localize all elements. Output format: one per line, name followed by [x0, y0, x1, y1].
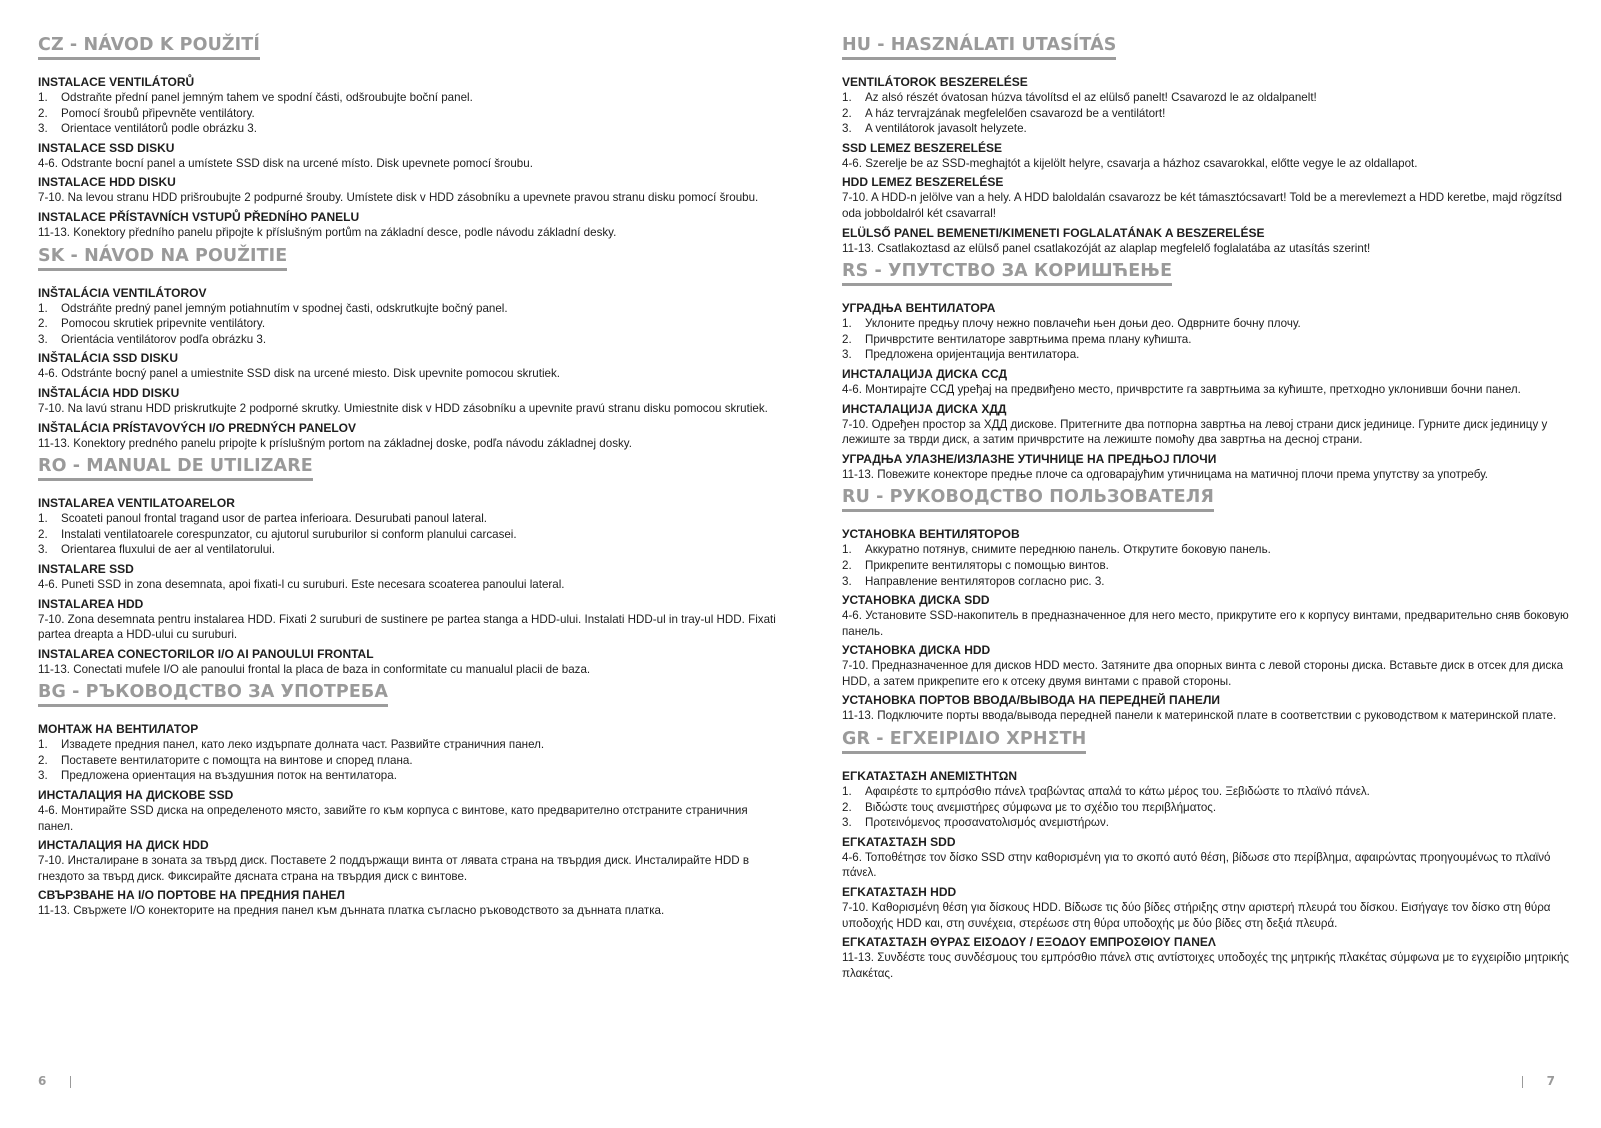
- step-text: Orientarea fluxului de aer al ventilatorului.: [61, 543, 275, 557]
- instruction-block: [38, 75, 776, 137]
- step-number: 3.: [842, 348, 852, 362]
- instruction-heading: ИНСТАЛАЦИЈА ДИСКА ХДД: [842, 401, 1007, 416]
- instruction-body: [38, 737, 776, 784]
- instruction-body: [38, 225, 776, 241]
- instruction-block: [842, 693, 1580, 724]
- step-text: Instalati ventilatoarele corespunzator, cu ajutorul suruburilor si conform planului carcasei.: [61, 527, 517, 541]
- instruction-heading: SSD LEMEZ BESZERELÉSE: [842, 140, 1003, 155]
- step-text: Аккуратно потянув, снимите переднюю панель. Открутите боковую панель.: [865, 543, 1271, 557]
- instruction-heading: ELÜLSŐ PANEL BEMENETI/KIMENETI FOGLALATÁNAK A BESZERELÉSE: [842, 225, 1265, 240]
- instruction-body: [842, 467, 1580, 483]
- step-number: 3.: [38, 543, 48, 557]
- instruction-body: [842, 542, 1580, 589]
- instruction-block: [842, 367, 1580, 398]
- page-right-column: [842, 30, 1580, 981]
- language-section: [38, 30, 776, 241]
- step-text: Scoateti panoul frontal tragand usor de partea inferioara. Desurubati panoul lateral.: [61, 512, 488, 526]
- step-text: Прикрепите вентиляторы с помощью винтов.: [865, 558, 1109, 572]
- section-title: HU - HASZNÁLATI UTASÍTÁS: [842, 35, 1116, 60]
- instruction-heading: INSTALACE HDD DISKU: [38, 175, 176, 190]
- step-item: [38, 90, 776, 106]
- step-list: [38, 301, 776, 348]
- instruction-body: [842, 417, 1580, 448]
- instruction-heading: УСТАНОВКА ПОРТОВ ВВОДА/ВЫВОДА НА ПЕРЕДНЕЙ ПАНЕЛИ: [842, 693, 1220, 708]
- step-item: [842, 784, 1580, 800]
- step-text: Поставете вентилаторите с помощта на винтове и според плана.: [61, 753, 413, 767]
- step-number: 1.: [842, 543, 852, 557]
- step-item: [38, 768, 776, 784]
- instruction-block: [842, 402, 1580, 448]
- instruction-heading: INŠTALÁCIA HDD DISKU: [38, 385, 180, 400]
- step-number: 1.: [842, 785, 852, 799]
- step-text: Προτεινόμενος προσανατολισμός ανεμιστήρων.: [865, 816, 1110, 830]
- step-item: [842, 106, 1580, 122]
- instruction-body: [842, 241, 1580, 257]
- step-text: A ventilátorok javasolt helyzete.: [865, 122, 1027, 136]
- instruction-body: [38, 577, 776, 593]
- instruction-body: [38, 903, 776, 919]
- instruction-block: [38, 647, 776, 678]
- instruction-body: [842, 708, 1580, 724]
- page-footer-left: [38, 1074, 71, 1088]
- instruction-text: 4-6. Монтирайте SSD диска на определеното място, завийте го към корпуса с винтове, като предварително отстраните страничния панел.: [38, 804, 748, 833]
- instruction-body: [842, 316, 1580, 363]
- instruction-text: 11-13. Подключите порты ввода/вывода передней панели к материнской плате в соответствии с руководством к материнской плате.: [842, 709, 1557, 723]
- instruction-text: 4-6. Odstránte bocný panel a umiestnite SSD disk na urcené miesto. Disk upevnite pomocou skrutiek.: [38, 367, 560, 381]
- instruction-heading: ΕΓΚΑΤΑΣΤΑΣΗ ΑΝΕΜΙΣΤΗΤΩΝ: [842, 769, 1017, 784]
- instruction-body: [38, 511, 776, 558]
- instruction-block: [842, 885, 1580, 931]
- step-number: 3.: [38, 122, 48, 136]
- step-number: 1.: [38, 91, 48, 104]
- instruction-heading: ΕΓΚΑΤΑΣΤΑΣΗ ΘΥΡΑΣ ΕΙΣΟΔΟΥ / ΕΞΟΔΟΥ ΕΜΠΡΟΣΘΙΟΥ ΠΑΝΕΛ: [842, 935, 1216, 950]
- step-number: 1.: [842, 317, 852, 331]
- instruction-heading: ИНСТАЛАЦИЯ НА ДИСК HDD: [38, 838, 209, 853]
- instruction-block: [842, 593, 1580, 639]
- step-number: 2.: [38, 753, 48, 767]
- instruction-block: [842, 175, 1580, 221]
- instruction-text: 4-6. Odstrante bocní panel a umístete SSD disk na urcené místo. Disk upevnete pomocí šroubu.: [38, 156, 533, 170]
- instruction-heading: УГРАДЊА ВЕНТИЛАТОРА: [842, 301, 996, 316]
- instruction-block: [842, 935, 1580, 981]
- step-number: 3.: [38, 332, 48, 346]
- section-title: CZ - NÁVOD K POUŽITÍ: [38, 35, 260, 60]
- instruction-text: 7-10. Na levou stranu HDD prišroubujte 2 podpurné šrouby. Umístete disk v HDD zásobníku a upevnete pravou stranu disku pomocí šroubu.: [38, 191, 759, 205]
- step-number: 1.: [842, 91, 852, 104]
- instruction-text: 4-6. Szerelje be az SSD-meghajtót a kijelölt helyre, csavarja a házhoz csavarokkal, előtte vegye le az oldallapot.: [842, 156, 1418, 170]
- language-section: [842, 30, 1580, 256]
- step-item: [38, 106, 776, 122]
- page-footer-right: [1522, 1074, 1555, 1088]
- instruction-text: 7-10. Καθορισμένη θέση για δίσκους HDD. Βίδωσε τις δύο βίδες στήριξης στην αριστερή πλευρά του δίσκου. Εισήγαγε τον δίσκο στη θύρα υποδοχής HDD και, στη συνέχεια, στερέωσε στη θύρα υποδοχής με δύο βίδες στη δεξιά πλευρά.: [842, 901, 1551, 930]
- instruction-block: [38, 421, 776, 452]
- instruction-body: [38, 156, 776, 172]
- page-left-column: [38, 30, 776, 919]
- step-text: Βιδώστε τους ανεμιστήρες σύμφωνα με το σχέδιο του περιβλήματος.: [865, 800, 1217, 814]
- instruction-text: 7-10. Инсталиране в зоната за твърд диск. Поставете 2 поддържащи винта от лявата страна на твърдия диск. Инсталирайте HDD в гнездото за твърд диск. Фиксирайте дясната страна на твърдия диск с винтове.: [38, 854, 749, 883]
- instruction-heading: HDD LEMEZ BESZERELÉSE: [842, 175, 1004, 190]
- language-section: [38, 677, 776, 919]
- step-text: Pomocí šroubů připevněte ventilátory.: [61, 106, 255, 120]
- instruction-text: 11-13. Csatlakoztasd az elülső panel csatlakozóját az alaplap megfelelő foglalatába az utasítás szerint!: [842, 241, 1371, 255]
- instruction-heading: ΕΓΚΑΤΑΣΤΑΣΗ HDD: [842, 885, 957, 900]
- step-number: 2.: [38, 527, 48, 541]
- step-list: [38, 737, 776, 784]
- instruction-body: [842, 658, 1580, 689]
- step-item: [38, 332, 776, 348]
- instruction-heading: INSTALAREA HDD: [38, 596, 144, 611]
- instruction-heading: ΕΓΚΑΤΑΣΤΑΣΗ SDD: [842, 834, 956, 849]
- instruction-body: [842, 608, 1580, 639]
- step-list: [38, 511, 776, 558]
- section-title: GR - ΕΓΧΕΙΡΙΔΙΟ ΧΡΗΣΤΗ: [842, 729, 1086, 754]
- instruction-heading: УСТАНОВКА ВЕНТИЛЯТОРОВ: [842, 527, 1020, 542]
- instruction-block: [38, 888, 776, 919]
- step-number: 3.: [842, 122, 852, 136]
- instruction-heading: ИНСТАЛАЦИЯ НА ДИСКОВЕ SSD: [38, 788, 234, 803]
- language-section: [842, 482, 1580, 724]
- instruction-body: [38, 853, 776, 884]
- step-text: Az alsó részét óvatosan húzva távolítsd el az elülső panelt! Csavarozd le az oldalpanelt!: [865, 91, 1317, 104]
- instruction-block: [38, 351, 776, 382]
- step-text: Orientácia ventilátorov podľa obrázku 3.: [61, 332, 267, 346]
- instruction-heading: УСТАНОВКА ДИСКА HDD: [842, 643, 991, 658]
- step-text: Odstraňte přední panel jemným tahem ve spodní části, odšroubujte boční panel.: [61, 91, 473, 104]
- step-list: [842, 784, 1580, 831]
- instruction-block: [38, 386, 776, 417]
- language-section: [38, 451, 776, 677]
- instruction-text: 7-10. Предназначенное для дисков HDD место. Затяните два опорных винта с левой стороны диска. Вставьте диск в отсек для диска HDD, а затем прикрепите его к отсеку двумя винтами с правой стороны.: [842, 659, 1564, 688]
- instruction-heading: СВЪРЗВАНЕ НА I/O ПОРТОВЕ НА ПРЕДНИЯ ПАНЕЛ: [38, 888, 345, 903]
- step-item: [842, 558, 1580, 574]
- instruction-heading: ИНСТАЛАЦИЈА ДИСКА ССД: [842, 366, 1008, 381]
- instruction-heading: INSTALARE SSD: [38, 561, 134, 576]
- instruction-block: [842, 75, 1580, 137]
- section-title: RO - MANUAL DE UTILIZARE: [38, 456, 313, 481]
- instruction-block: [842, 301, 1580, 363]
- step-item: [842, 542, 1580, 558]
- instruction-text: 4-6. Монтирајте ССД уређај на предвиђено место, причврстите га завртњима за кућиште, претходно уклонивши бочни панел.: [842, 382, 1521, 396]
- instruction-block: [842, 141, 1580, 172]
- step-list: [842, 542, 1580, 589]
- instruction-heading: INSTALACE VENTILÁTORŮ: [38, 75, 195, 89]
- instruction-block: [842, 769, 1580, 831]
- instruction-block: [38, 286, 776, 348]
- language-section: [38, 241, 776, 452]
- step-text: Предложена ориентация на въздушния поток на вентилатора.: [61, 769, 397, 783]
- instruction-body: [842, 950, 1580, 981]
- step-item: [38, 753, 776, 769]
- step-text: A ház tervrajzának megfelelően csavarozd be a ventilátort!: [865, 106, 1166, 120]
- instruction-body: [842, 850, 1580, 881]
- instruction-heading: INSTALAREA VENTILATOARELOR: [38, 496, 235, 511]
- section-title: SK - NÁVOD NA POUŽITIE: [38, 246, 287, 271]
- instruction-block: [38, 175, 776, 206]
- instruction-text: 4-6. Τοποθέτησε τον δίσκο SSD στην καθορισμένη για το σκοπό αυτό θέση, βίδωσε στο περίβλημα, αφαιρώντας προηγουμένως το πλαϊνό πάνελ.: [842, 850, 1551, 880]
- instruction-body: [38, 436, 776, 452]
- step-item: [842, 800, 1580, 816]
- instruction-text: 11-13. Konektory předního panelu připojte k příslušným portům na základní desce, podle návodu základní desky.: [38, 225, 617, 239]
- step-list: [842, 316, 1580, 363]
- page-number-right: 7: [1546, 1074, 1555, 1088]
- step-text: Αφαιρέστε το εμπρόσθιο πάνελ τραβώντας απαλά το κάτω μέρος του. Ξεβιδώστε το πλαϊνό πάνελ.: [865, 785, 1370, 799]
- instruction-body: [842, 190, 1580, 221]
- language-section: [842, 724, 1580, 981]
- instruction-block: [38, 496, 776, 558]
- step-item: [842, 90, 1580, 106]
- step-list: [38, 90, 776, 137]
- instruction-heading: INŠTALÁCIA SSD DISKU: [38, 351, 179, 366]
- instruction-body: [38, 90, 776, 137]
- instruction-body: [842, 382, 1580, 398]
- section-title: RS - УПУТСТВО ЗА КОРИШЋЕЊЕ: [842, 261, 1172, 286]
- step-number: 3.: [842, 816, 852, 830]
- step-text: Причврстите вентилаторе завртњима према плану кућишта.: [865, 332, 1192, 346]
- footer-divider: [70, 1076, 71, 1088]
- instruction-block: [38, 210, 776, 241]
- instruction-body: [38, 301, 776, 348]
- instruction-body: [38, 190, 776, 206]
- step-text: Предложена оријентација вентилатора.: [865, 348, 1080, 362]
- instruction-body: [38, 401, 776, 417]
- instruction-block: [842, 452, 1580, 483]
- instruction-block: [38, 597, 776, 643]
- instruction-block: [38, 141, 776, 172]
- instruction-text: 7-10. Zona desemnata pentru instalarea HDD. Fixati 2 suruburi de sustinere pe partea stanga a HDD-ului. Instalati HDD-ul in tray-ul HDD. Fixati partea dreapta a HDD-ului cu suruburi.: [38, 612, 776, 642]
- instruction-heading: VENTILÁTOROK BESZERELÉSE: [842, 75, 1028, 89]
- instruction-body: [842, 784, 1580, 831]
- step-item: [842, 815, 1580, 831]
- step-text: Уклоните предњу плочу нежно повлачећи њен доњи део. Одврните бочну плочу.: [865, 317, 1301, 331]
- instruction-heading: INSTALACE PŘÍSTAVNÍCH VSTUPŮ PŘEDNÍHO PANELU: [38, 209, 360, 224]
- step-number: 1.: [38, 301, 48, 315]
- instruction-body: [842, 156, 1580, 172]
- step-text: Odstráňte predný panel jemným potiahnutím v spodnej časti, odskrutkujte bočný panel.: [61, 301, 508, 315]
- instruction-text: 4-6. Puneti SSD in zona desemnata, apoi fixati-l cu suruburi. Este necesara scoaterea panoului lateral.: [38, 577, 565, 591]
- instruction-text: 11-13. Konektory predného panelu pripojte k príslušným portom na základnej doske, podľa návodu základnej dosky.: [38, 436, 632, 450]
- instruction-text: 11-13. Свържете I/O конекторите на предния панел към дънната платка съгласно ръководството за дънната платка.: [38, 904, 665, 918]
- instruction-heading: МОНТАЖ НА ВЕНТИЛАТОР: [38, 722, 199, 737]
- step-text: Направление вентиляторов согласно рис. 3.: [865, 574, 1105, 588]
- instruction-block: [842, 643, 1580, 689]
- step-number: 2.: [38, 317, 48, 331]
- instruction-text: 7-10. A HDD-n jelölve van a hely. A HDD baloldalán csavarozz be két támasztócsavart! Told be a merevlemezt a HDD keretbe, majd rögzítsd oda jobboldalról két csavarral!: [842, 191, 1563, 220]
- instruction-text: 11-13. Повежите конекторе предње плоче са одговарајућим утичницама на матичној плочи према упутству за употребу.: [842, 467, 1488, 481]
- instruction-text: 7-10. Одређен простор за ХДД дискове. Притегните два потпорна завртња на левој страни диск јединице. Гурните диск јединицу у лежиште за тврди диск, а затим причврстите на лежиште помоћу два завртња на десној страни.: [842, 417, 1548, 447]
- step-list: [842, 90, 1580, 137]
- step-item: [842, 316, 1580, 332]
- instruction-block: [38, 838, 776, 884]
- instruction-text: 11-13. Conectati mufele I/O ale panoului frontal la placa de baza in conformitate cu manualul placii de baza.: [38, 662, 591, 676]
- step-text: Pomocou skrutiek pripevnite ventilátory.: [61, 317, 266, 331]
- instruction-body: [842, 900, 1580, 931]
- instruction-body: [38, 366, 776, 382]
- footer-divider: [1522, 1076, 1523, 1088]
- section-title: RU - РУКОВОДСТВО ПОЛЬЗОВАТЕЛЯ: [842, 487, 1214, 512]
- step-item: [842, 121, 1580, 137]
- step-item: [38, 301, 776, 317]
- section-title: BG - РЪКОВОДСТВО ЗА УПОТРЕБА: [38, 682, 388, 707]
- instruction-block: [38, 788, 776, 834]
- step-number: 2.: [842, 332, 852, 346]
- instruction-block: [38, 562, 776, 593]
- instruction-heading: INSTALAREA CONECTORILOR I/O AI PANOULUI FRONTAL: [38, 646, 374, 661]
- step-item: [842, 574, 1580, 590]
- step-item: [842, 332, 1580, 348]
- step-item: [38, 511, 776, 527]
- instruction-heading: INŠTALÁCIA PRÍSTAVOVÝCH I/O PREDNÝCH PANELOV: [38, 420, 357, 435]
- step-item: [38, 316, 776, 332]
- instruction-text: 4-6. Установите SSD-накопитель в предназначенное для него место, прикрутите его к корпусу винтами, предварительно сняв боковую панель.: [842, 609, 1569, 638]
- instruction-heading: УСТАНОВКА ДИСКА SDD: [842, 593, 990, 608]
- instruction-text: 11-13. Συνδέστε τους συνδέσμους του εμπρόσθιο πάνελ στις αντίστοιχες υποδοχές της μητρικής πλακέτας σύμφωνα με το εγχειρίδιο μητρικής πλακέτας.: [842, 951, 1570, 980]
- step-number: 3.: [842, 574, 852, 588]
- step-item: [38, 121, 776, 137]
- step-text: Orientace ventilátorů podle obrázku 3.: [61, 122, 257, 136]
- step-item: [842, 347, 1580, 363]
- page-number-left: 6: [38, 1074, 47, 1088]
- instruction-block: [842, 527, 1580, 589]
- step-number: 2.: [38, 106, 48, 120]
- instruction-block: [38, 722, 776, 784]
- step-number: 2.: [842, 558, 852, 572]
- instruction-heading: УГРАДЊА УЛАЗНЕ/ИЗЛАЗНЕ УТИЧНИЦЕ НА ПРЕДЊОЈ ПЛОЧИ: [842, 451, 1217, 466]
- instruction-heading: INŠTALÁCIA VENTILÁTOROV: [38, 285, 207, 300]
- instruction-text: 7-10. Na lavú stranu HDD priskrutkujte 2 podporné skrutky. Umiestnite disk v HDD zásobníku a upevnite pravú stranu disku pomocou skrutiek.: [38, 401, 768, 415]
- instruction-heading: INSTALACE SSD DISKU: [38, 140, 175, 155]
- instruction-body: [38, 612, 776, 643]
- step-number: 3.: [38, 769, 48, 783]
- step-number: 1.: [38, 512, 48, 526]
- step-item: [38, 737, 776, 753]
- step-item: [38, 527, 776, 543]
- instruction-body: [38, 662, 776, 678]
- step-item: [38, 542, 776, 558]
- step-number: 1.: [38, 738, 48, 752]
- step-number: 2.: [842, 800, 852, 814]
- instruction-block: [842, 835, 1580, 881]
- step-text: Извадете предния панел, като леко издърпате долната част. Развийте страничния панел.: [61, 738, 545, 752]
- instruction-body: [38, 803, 776, 834]
- language-section: [842, 256, 1580, 482]
- step-number: 2.: [842, 106, 852, 120]
- instruction-block: [842, 226, 1580, 257]
- instruction-body: [842, 90, 1580, 137]
